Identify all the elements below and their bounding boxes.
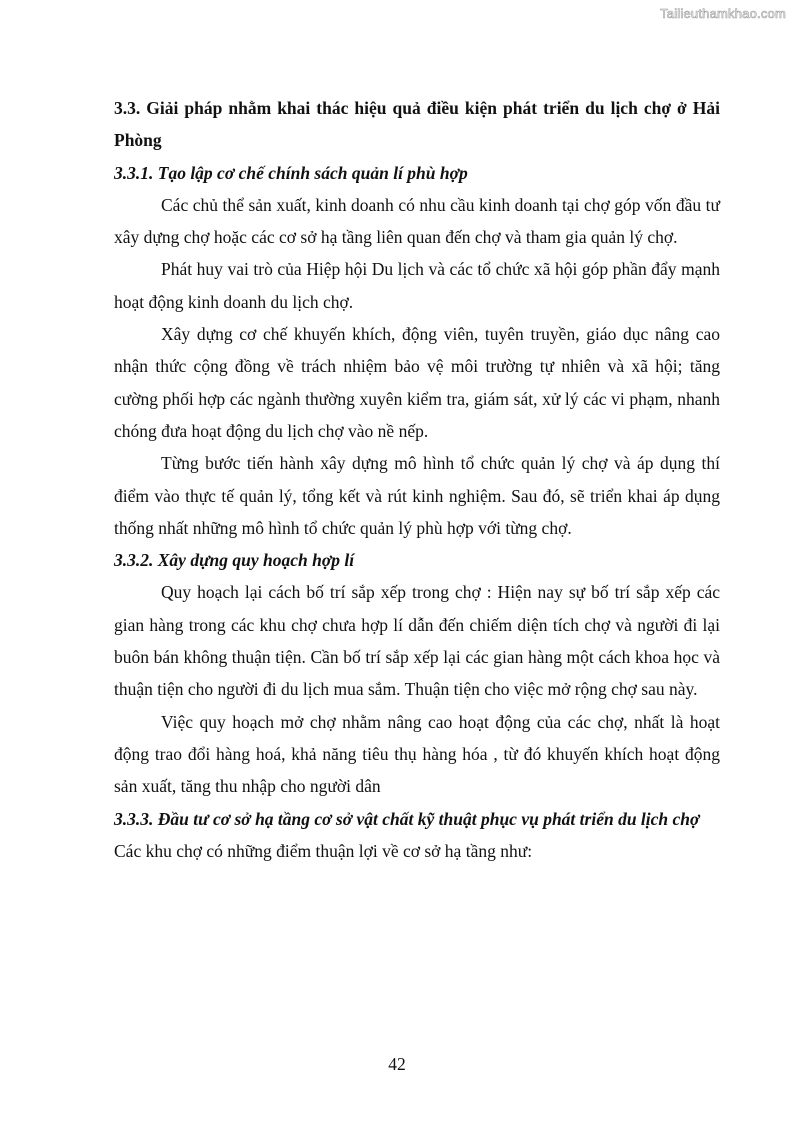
paragraph: Xây dựng cơ chế khuyến khích, động viên, tuyên truyền, giáo dục nâng cao nhận thức cộng đồng về trách nhiệm bảo vệ môi trường tự nhiên và xã hội; tăng cường phối hợp các ngành thường xuyên kiểm tra, giám sát, xử lý các vi phạm, nhanh chóng đưa hoạt động du lịch chợ vào nề nếp. xyxy=(114,324,720,441)
section-heading-3-3: 3.3. Giải pháp nhằm khai thác hiệu quả điều kiện phát triển du lịch chợ ở Hải Phòng xyxy=(114,98,720,151)
subsection-heading-3-3-2: 3.3.2. Xây dựng quy hoạch hợp lí xyxy=(114,550,355,571)
document-body xyxy=(114,92,720,867)
paragraph: Phát huy vai trò của Hiệp hội Du lịch và các tổ chức xã hội góp phần đẩy mạnh hoạt động kinh doanh du lịch chợ. xyxy=(114,259,720,312)
paragraph: Các khu chợ có những điểm thuận lợi về cơ sở hạ tầng như: xyxy=(114,840,533,861)
subsection-heading-3-3-3: 3.3.3. Đầu tư cơ sở hạ tầng cơ sở vật chất kỹ thuật phục vụ phát triển du lịch chợ xyxy=(114,808,700,829)
paragraph: Quy hoạch lại cách bố trí sắp xếp trong chợ : Hiện nay sự bố trí sắp xếp các gian hàng trong các khu chợ chưa hợp lí dẫn đến chiếm diện tích chợ và người đi lại buôn bán không thuận tiện. Cần bố trí sắp xếp lại các gian hàng một cách khoa học và thuận tiện cho người đi du lịch mua sắm. Thuận tiện cho việc mở rộng chợ sau này. xyxy=(114,582,720,700)
subsection-heading-3-3-1: 3.3.1. Tạo lập cơ chế chính sách quản lí phù hợp xyxy=(114,162,468,183)
page-number: 42 xyxy=(388,1054,406,1074)
paragraph: Việc quy hoạch mở chợ nhằm nâng cao hoạt động của các chợ, nhất là hoạt động trao đổi hàng hoá, khả năng tiêu thụ hàng hóa , từ đó khuyến khích hoạt động sản xuất, tăng thu nhập cho người dân xyxy=(114,711,720,797)
watermark: Tailieuthamkhao.com xyxy=(660,6,786,21)
paragraph: Các chủ thể sản xuất, kinh doanh có nhu cầu kinh doanh tại chợ góp vốn đầu tư xây dựng chợ hoặc các cơ sở hạ tầng liên quan đến chợ và tham gia quản lý chợ. xyxy=(114,194,720,248)
paragraph: Từng bước tiến hành xây dựng mô hình tổ chức quản lý chợ và áp dụng thí điểm vào thực tế quản lý, tổng kết và rút kinh nghiệm. Sau đó, sẽ triển khai áp dụng thống nhất những mô hình tổ chức quản lý phù hợp với từng chợ. xyxy=(114,453,720,538)
